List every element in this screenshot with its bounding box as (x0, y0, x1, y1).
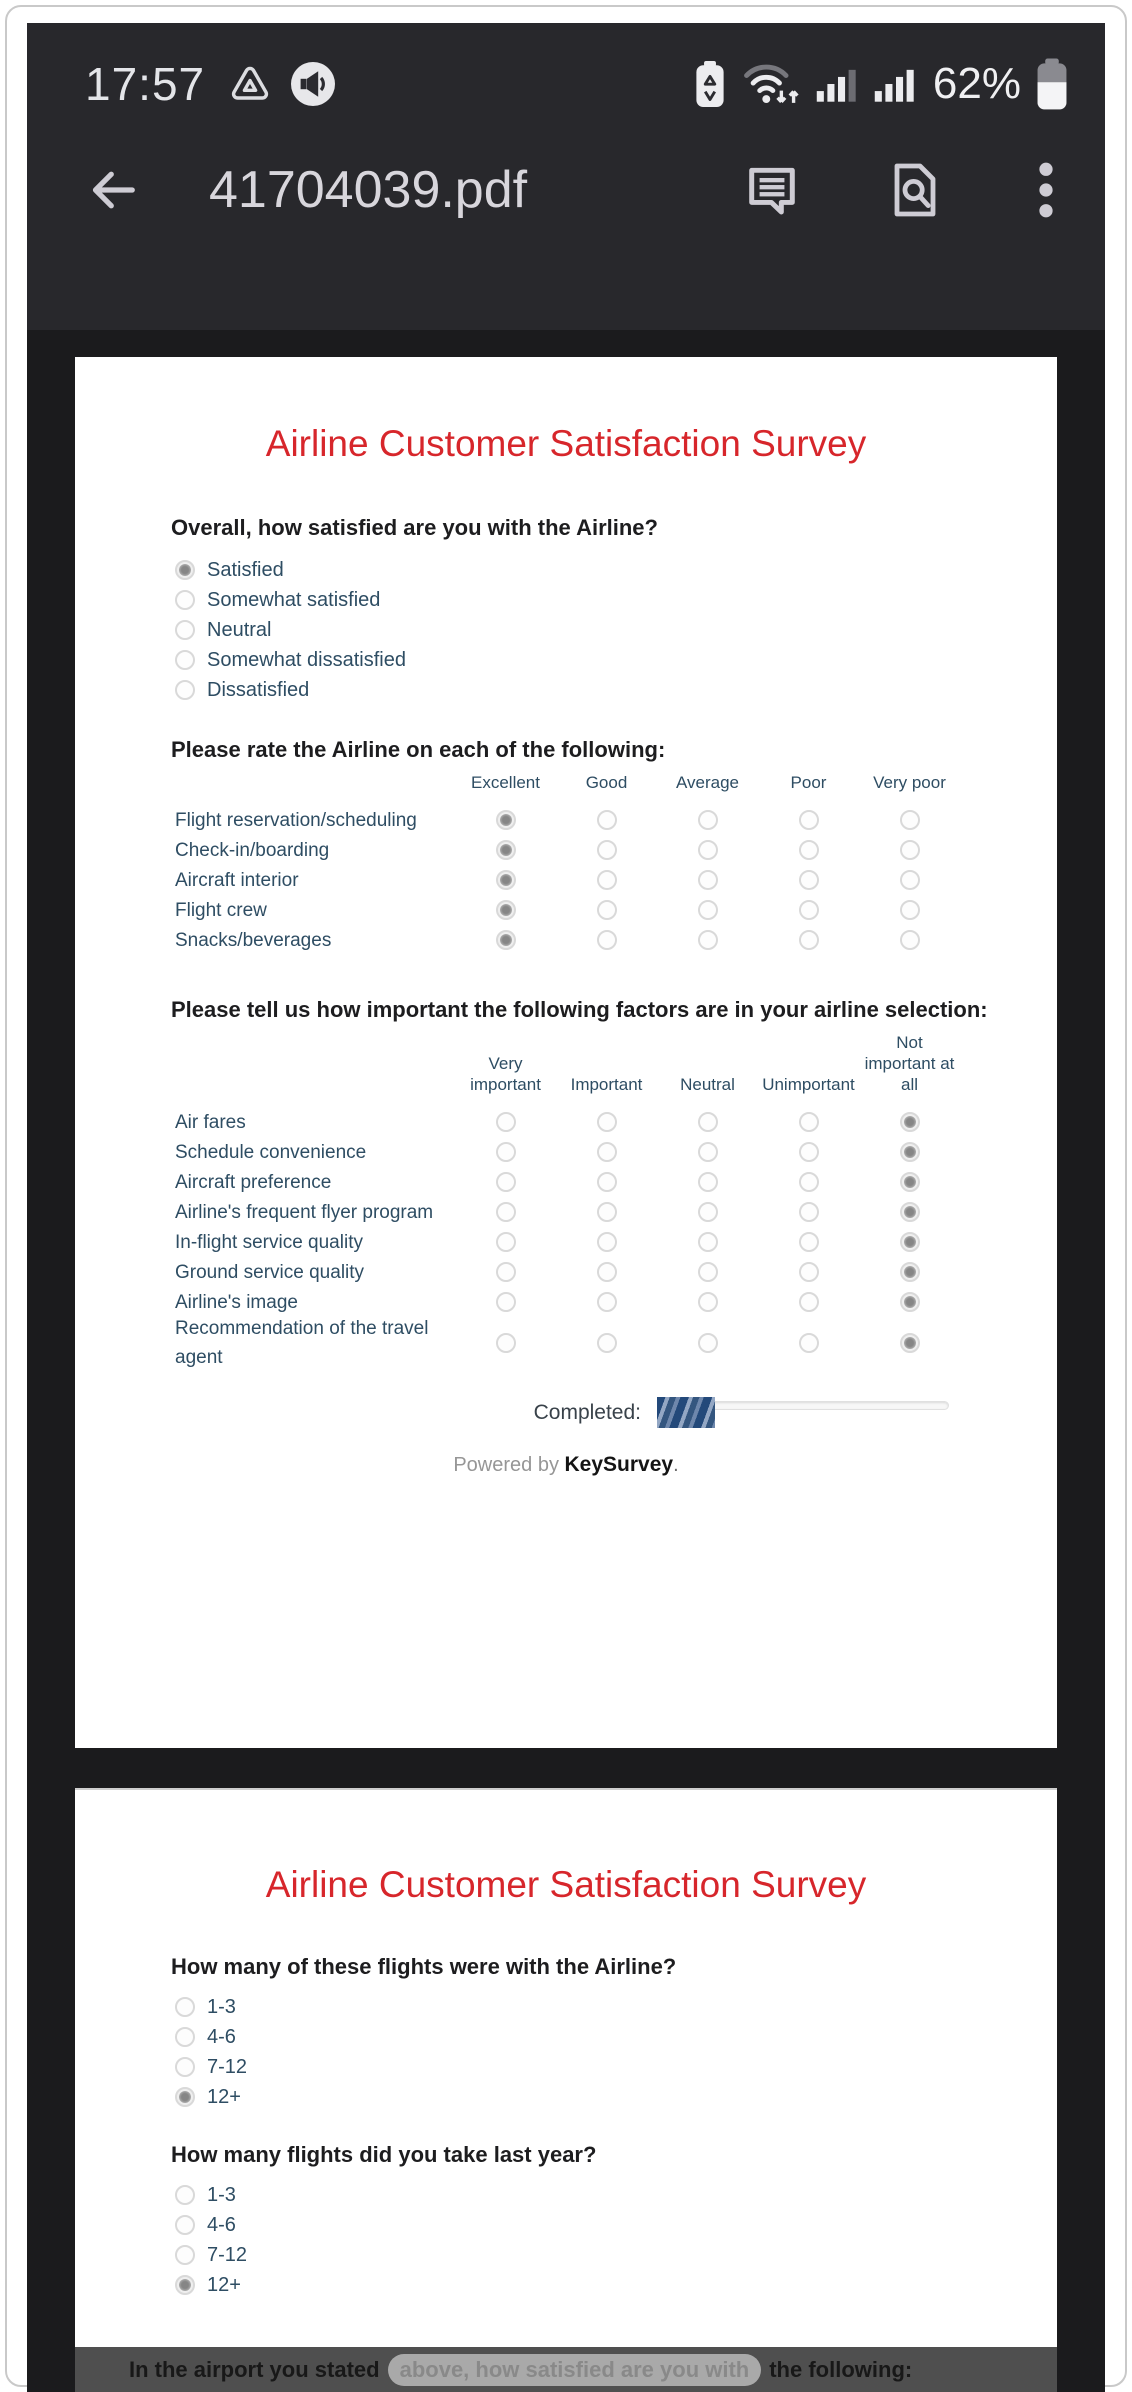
radio-button[interactable] (175, 2215, 195, 2235)
keysurvey-brand[interactable]: KeySurvey (564, 1453, 674, 1476)
radio-button[interactable] (799, 1333, 819, 1353)
radio-button[interactable] (799, 1172, 819, 1192)
radio-button[interactable] (900, 900, 920, 920)
radio-button[interactable] (597, 870, 617, 890)
radio-button[interactable] (597, 1142, 617, 1162)
radio-button[interactable] (698, 1142, 718, 1162)
signal-sim1-icon (815, 61, 861, 107)
partial-question-suffix: the following: (769, 2356, 913, 2382)
rating-matrix (175, 757, 960, 955)
matrix-column-header: Good (585, 773, 628, 792)
radio-button[interactable] (175, 2245, 195, 2265)
radio-button[interactable] (597, 810, 617, 830)
matrix-row-label: Recommendation of the travel agent (175, 1318, 429, 1368)
option-label[interactable]: 12+ (207, 2085, 241, 2108)
radio-button[interactable] (799, 1142, 819, 1162)
question-flights-with-airline: How many of these flights were with the Airline? (171, 1954, 677, 1979)
highlighted-text-pill: above, how satisfied are you with (388, 2354, 762, 2386)
flights-with-airline-options (175, 1992, 247, 2112)
clock: 17:57 (85, 58, 206, 110)
radio-button[interactable] (597, 1112, 617, 1132)
radio-button[interactable] (597, 1202, 617, 1222)
option-row[interactable] (175, 2082, 247, 2112)
radio-button[interactable] (597, 1292, 617, 1312)
radio-button[interactable] (900, 1232, 920, 1252)
importance-matrix (175, 1021, 960, 1369)
radio-button[interactable] (175, 2275, 195, 2295)
drive-notification-icon (227, 61, 273, 107)
progress-fill (657, 1397, 715, 1428)
option-row[interactable] (175, 2240, 247, 2270)
radio-button[interactable] (698, 900, 718, 920)
survey-title: Airline Customer Satisfaction Survey (265, 1864, 867, 1905)
option-label[interactable]: Dissatisfied (207, 678, 310, 701)
matrix-column-header: Unimportant (762, 1075, 855, 1094)
radio-button[interactable] (900, 1333, 920, 1353)
option-label[interactable]: 4-6 (207, 2213, 236, 2236)
radio-button[interactable] (900, 1112, 920, 1132)
survey-title: Airline Customer Satisfaction Survey (265, 423, 867, 464)
question-importance-factors: Please tell us how important the following factors are in your airline selection: (171, 997, 988, 1022)
option-label[interactable]: 7-12 (207, 2243, 248, 2266)
media-volume-icon (289, 60, 337, 108)
radio-button[interactable] (597, 930, 617, 950)
powered-by-suffix: . (673, 1454, 679, 1476)
matrix-row-label: Flight crew (175, 899, 267, 921)
radio-button[interactable] (698, 1202, 718, 1222)
overflow-menu-button[interactable] (1029, 161, 1063, 219)
option-row[interactable] (175, 675, 406, 705)
radio-button[interactable] (597, 1232, 617, 1252)
radio-button[interactable] (799, 930, 819, 950)
radio-button[interactable] (496, 930, 516, 950)
radio-button[interactable] (799, 900, 819, 920)
radio-button[interactable] (698, 840, 718, 860)
option-row[interactable] (175, 1992, 247, 2022)
radio-button[interactable] (496, 840, 516, 860)
radio-button[interactable] (496, 870, 516, 890)
option-label[interactable]: Somewhat dissatisfied (207, 648, 406, 671)
radio-button[interactable] (597, 1172, 617, 1192)
radio-button[interactable] (799, 870, 819, 890)
option-label[interactable]: 12+ (207, 2273, 241, 2296)
radio-button[interactable] (698, 1172, 718, 1192)
radio-button[interactable] (698, 930, 718, 950)
radio-button[interactable] (799, 1262, 819, 1282)
radio-button[interactable] (900, 1202, 920, 1222)
powered-by-prefix: Powered by (453, 1454, 559, 1476)
matrix-row-label: Airline's image (175, 1291, 298, 1313)
matrix-row-label: Air fares (175, 1111, 246, 1133)
radio-button[interactable] (900, 810, 920, 830)
radio-button[interactable] (698, 870, 718, 890)
radio-button[interactable] (698, 1262, 718, 1282)
radio-button[interactable] (175, 2185, 195, 2205)
phone-screen (27, 23, 1105, 2382)
radio-button[interactable] (175, 590, 195, 610)
option-label[interactable]: 7-12 (207, 2055, 248, 2078)
option-label[interactable]: Somewhat satisfied (207, 588, 381, 611)
matrix-column-header: Neutral (680, 1075, 735, 1094)
radio-button[interactable] (175, 2057, 195, 2077)
radio-button[interactable] (698, 1112, 718, 1132)
matrix-column-header: Very important (470, 1054, 541, 1094)
option-label[interactable]: 4-6 (207, 2025, 236, 2048)
matrix-row-label: Snacks/beverages (175, 929, 332, 951)
matrix-column-header: Not important at all (864, 1033, 955, 1094)
powered-by (75, 1453, 1057, 1477)
progress-bar (657, 1397, 949, 1429)
signal-sim2-icon (873, 61, 919, 107)
battery-icon (1035, 57, 1069, 111)
radio-button[interactable] (496, 1142, 516, 1162)
matrix-column-header: Poor (790, 773, 827, 792)
radio-button[interactable] (900, 1172, 920, 1192)
pdf-page-1 (75, 357, 1057, 1748)
matrix-row-label: Aircraft preference (175, 1171, 332, 1193)
radio-button[interactable] (496, 1292, 516, 1312)
partial-question-prefix: In the airport you stated (129, 2356, 380, 2382)
option-label[interactable]: 1-3 (207, 1995, 236, 2018)
radio-button[interactable] (698, 810, 718, 830)
matrix-row-label: Aircraft interior (175, 869, 299, 891)
progress-section (534, 1397, 949, 1429)
question-flights-last-year: How many flights did you take last year? (171, 2142, 597, 2167)
radio-button[interactable] (496, 810, 516, 830)
progress-track (687, 1401, 949, 1410)
radio-button[interactable] (698, 1232, 718, 1252)
option-label[interactable]: 1-3 (207, 2183, 236, 2206)
radio-button[interactable] (175, 650, 195, 670)
option-row[interactable] (175, 2180, 247, 2210)
option-row[interactable] (175, 555, 406, 585)
radio-button[interactable] (799, 1232, 819, 1252)
status-bar (27, 23, 1105, 111)
radio-button[interactable] (900, 840, 920, 860)
radio-button[interactable] (175, 620, 195, 640)
pdf-page-2 (75, 1788, 1057, 2358)
radio-button[interactable] (496, 1333, 516, 1353)
radio-button[interactable] (900, 930, 920, 950)
radio-button[interactable] (900, 1292, 920, 1312)
option-label[interactable]: Satisfied (207, 558, 284, 581)
radio-button[interactable] (698, 1333, 718, 1353)
matrix-column-header: Important (570, 1075, 643, 1094)
option-row[interactable] (175, 2022, 247, 2052)
battery-saver-icon (693, 59, 727, 109)
radio-button[interactable] (496, 900, 516, 920)
option-label[interactable]: Neutral (207, 618, 272, 641)
matrix-row-label: Airline's frequent flyer program (175, 1201, 434, 1223)
option-row[interactable] (175, 2210, 247, 2240)
radio-button[interactable] (799, 810, 819, 830)
app-header (27, 23, 1105, 330)
radio-button[interactable] (597, 1333, 617, 1353)
question-rate-airline: Please rate the Airline on each of the following: (171, 737, 666, 762)
radio-button[interactable] (175, 560, 195, 580)
matrix-row-label: In-flight service quality (175, 1231, 363, 1253)
question-overall-satisfaction: Overall, how satisfied are you with the Airline? (171, 515, 658, 540)
option-row[interactable] (175, 2052, 247, 2082)
radio-button[interactable] (799, 1292, 819, 1312)
find-in-document-button[interactable] (887, 160, 943, 220)
radio-button[interactable] (496, 1262, 516, 1282)
radio-button[interactable] (496, 1202, 516, 1222)
radio-button[interactable] (597, 1262, 617, 1282)
radio-button[interactable] (175, 2027, 195, 2047)
radio-button[interactable] (597, 900, 617, 920)
back-button[interactable] (85, 162, 141, 218)
wifi-icon (739, 58, 803, 110)
matrix-row-label: Flight reservation/scheduling (175, 809, 417, 831)
radio-button[interactable] (496, 1112, 516, 1132)
option-row[interactable] (175, 2270, 247, 2300)
radio-button[interactable] (900, 1142, 920, 1162)
completed-label: Completed: (533, 1401, 641, 1424)
radio-button[interactable] (900, 1262, 920, 1282)
radio-button[interactable] (496, 1172, 516, 1192)
radio-button[interactable] (175, 2087, 195, 2107)
matrix-column-header: Very poor (873, 773, 946, 792)
document-title: 41704039.pdf (209, 161, 528, 219)
radio-button[interactable] (799, 1112, 819, 1132)
scroll-overlay-bar (75, 2347, 1057, 2392)
pdf-viewer[interactable] (27, 357, 1105, 2392)
comment-button[interactable] (743, 161, 801, 219)
radio-button[interactable] (799, 1202, 819, 1222)
radio-button[interactable] (496, 1232, 516, 1252)
radio-button[interactable] (175, 1997, 195, 2017)
option-row[interactable] (175, 585, 406, 615)
radio-button[interactable] (597, 840, 617, 860)
flights-last-year-options (175, 2180, 247, 2300)
toolbar (27, 131, 1105, 249)
matrix-row-label: Ground service quality (175, 1261, 365, 1283)
radio-button[interactable] (799, 840, 819, 860)
option-row[interactable] (175, 615, 406, 645)
radio-button[interactable] (900, 870, 920, 890)
battery-percent: 62% (932, 59, 1021, 108)
matrix-row-label: Check-in/boarding (175, 839, 330, 861)
radio-button[interactable] (175, 680, 195, 700)
matrix-column-header: Excellent (471, 773, 540, 792)
overall-satisfaction-options (175, 555, 406, 705)
radio-button[interactable] (698, 1292, 718, 1312)
matrix-column-header: Average (675, 773, 739, 792)
matrix-row-label: Schedule convenience (175, 1141, 367, 1163)
option-row[interactable] (175, 645, 406, 675)
